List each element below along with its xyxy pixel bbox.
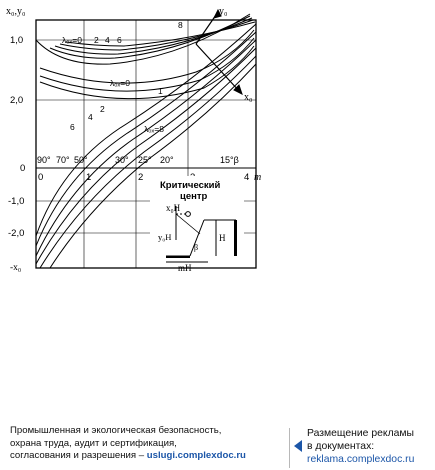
y-tick: -2,0 [8, 228, 25, 239]
inset-label: β [194, 243, 199, 252]
footer-divider [289, 428, 290, 468]
angle-label: 70° [56, 155, 70, 165]
footer-line: Размещение рекламы [307, 428, 415, 439]
y-axis-title: x₀,y₀ [6, 6, 26, 17]
uslugi-link[interactable]: uslugi.complexdoc.ru [146, 450, 246, 461]
x-axis-title: m [254, 172, 262, 183]
y0-axis-label: y₀ [219, 6, 228, 17]
y-tick: 1,0 [10, 35, 24, 46]
curve-label: 2 [100, 104, 105, 114]
angle-label: 30° [115, 155, 129, 165]
curve-label: 6 [117, 35, 122, 45]
curve-label: λₒₓ=0 [62, 35, 82, 45]
curve-label: 4 [105, 35, 110, 45]
angle-label: 20° [160, 155, 174, 165]
x-tick: 0 [38, 172, 44, 183]
x-tick: 2 [138, 172, 144, 183]
critical-center-inset [150, 176, 244, 273]
footer-line [10, 450, 280, 463]
angle-label: 90° [37, 155, 51, 165]
x-tick: 1 [86, 172, 92, 183]
y-tick: 2,0 [10, 95, 24, 106]
curve-label: 8 [178, 20, 183, 30]
footer-line: охрана труда, аудит и сертификация, [10, 437, 177, 449]
footer-line-text: согласования и разрешения – [10, 450, 145, 461]
angle-label: 50° [74, 155, 88, 165]
inset-label: mH [178, 263, 192, 273]
curve-label: 4 [88, 112, 93, 122]
y-tick: -1,0 [8, 196, 25, 207]
footer-line: в документах: [307, 440, 375, 452]
y-tick: 0 [20, 163, 26, 174]
angle-label: 15°β [220, 155, 239, 165]
inset-label: x₀H [166, 203, 181, 213]
inset-label: H [219, 233, 226, 243]
angle-label: 25° [138, 155, 152, 165]
reklama-link[interactable]: reklama.complexdoc.ru [307, 453, 415, 465]
inset-label: y₀H [158, 232, 172, 242]
curve-label: 6 [70, 122, 75, 132]
x0-axis-label: x₀ [244, 92, 253, 103]
x-tick: 4 [244, 172, 250, 183]
inset-title: Критический [160, 180, 221, 191]
y-tick: -x₀ [10, 263, 22, 273]
curve-label: 2 [94, 35, 99, 45]
triangle-left-icon [294, 440, 302, 452]
footer-line: Промышленная и экологическая безопасность, [10, 425, 222, 436]
curve-label: λₒₓ=0 [110, 78, 130, 88]
footer-left-text [10, 425, 280, 463]
critical-center-nomogram [0, 0, 280, 290]
curve-label: 1 [158, 86, 163, 96]
curve-label: λₒₓ=8 [144, 124, 164, 134]
inset-title: центр [180, 191, 208, 202]
footer-right-text [307, 428, 435, 466]
